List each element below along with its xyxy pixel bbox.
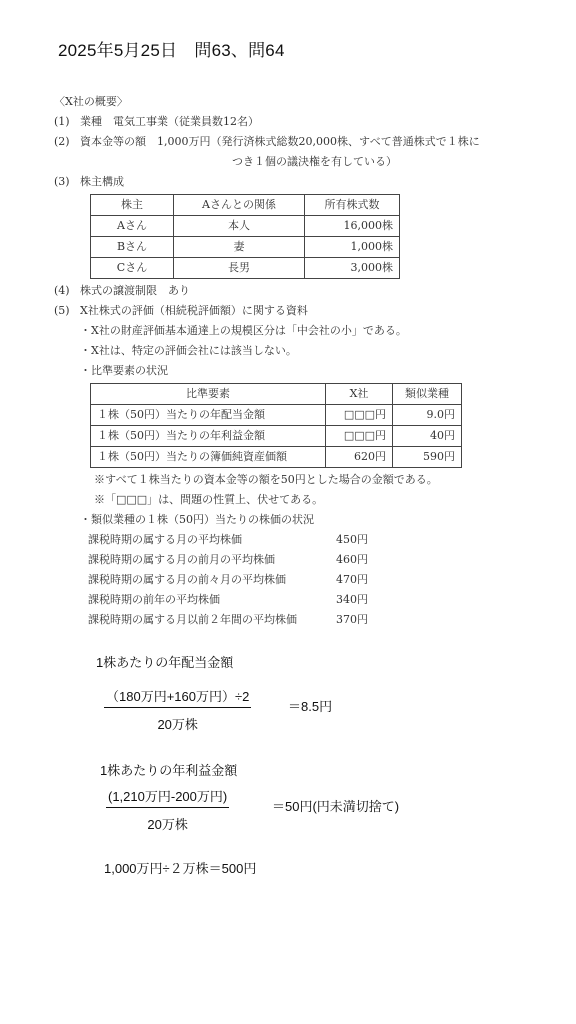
calc2-numerator: (1,210万円-200万円) xyxy=(106,786,229,808)
item-1 xyxy=(54,112,534,132)
price-value: 340円 xyxy=(336,593,368,606)
calc3-line: 1,000万円÷２万株＝500円 xyxy=(104,861,257,876)
table-header: 所有株式数 xyxy=(305,195,400,216)
table-header: X社 xyxy=(326,384,393,405)
shareholder-table xyxy=(90,194,400,279)
table-cell: 590円 xyxy=(393,447,462,468)
item-3-num: (3) xyxy=(54,175,70,188)
item-1-num: (1) xyxy=(54,115,70,128)
table-row xyxy=(91,405,462,426)
table-cell: １株（50円）当たりの簿価純資産価額 xyxy=(91,447,326,468)
table-cell: Aさん xyxy=(91,216,174,237)
calc2-denominator: 20万株 xyxy=(147,817,188,832)
element-table xyxy=(90,383,462,468)
problem-scan xyxy=(54,92,534,630)
item-5-num: (5) xyxy=(54,304,70,317)
table-cell: 本人 xyxy=(174,216,305,237)
item-4-text: 株式の譲渡制限 あり xyxy=(80,284,190,297)
calc2-fraction xyxy=(106,786,229,833)
bullet-size: ・X社の財産評価基本通達上の規模区分は「中会社の小」である。 xyxy=(80,324,407,337)
price-row xyxy=(54,610,534,630)
table-cell: Bさん xyxy=(91,237,174,258)
item-4-num: (4) xyxy=(54,284,70,297)
note-1: ※すべて１株当たりの資本金等の額を50円とした場合の金額である。 xyxy=(94,473,438,486)
overview-title: 〈X社の概要〉 xyxy=(54,95,128,108)
price-row xyxy=(54,530,534,550)
price-label: 課税時期の属する月の平均株価 xyxy=(88,533,242,546)
table-row xyxy=(91,258,400,279)
price-value: 370円 xyxy=(336,613,368,626)
table-cell: □□□円 xyxy=(326,405,393,426)
table-cell: 16,000株 xyxy=(305,216,400,237)
table-cell: 1,000株 xyxy=(305,237,400,258)
calc1-fraction xyxy=(104,686,251,733)
table-cell: １株（50円）当たりの年利益金額 xyxy=(91,426,326,447)
calc2-result: ＝50円(円未満切捨て) xyxy=(272,799,400,814)
price-row xyxy=(54,590,534,610)
table-cell: 9.0円 xyxy=(393,405,462,426)
table-cell: 妻 xyxy=(174,237,305,258)
note-2: ※「□□□」は、問題の性質上、伏せてある。 xyxy=(94,493,324,506)
table-header: 類似業種 xyxy=(393,384,462,405)
table-row xyxy=(91,216,400,237)
item-2-num: (2) xyxy=(54,135,70,148)
price-row xyxy=(54,570,534,590)
table-row xyxy=(91,447,462,468)
table-header: 比準要素 xyxy=(91,384,326,405)
table-row xyxy=(91,426,462,447)
table-header-row xyxy=(91,384,462,405)
price-label: 課税時期の属する月の前月の平均株価 xyxy=(88,553,275,566)
bullet-special: ・X社は、特定の評価会社には該当しない。 xyxy=(80,344,297,357)
table-header-row xyxy=(91,195,400,216)
table-header: 株主 xyxy=(91,195,174,216)
price-row xyxy=(54,550,534,570)
price-label: 課税時期の属する月以前２年間の平均株価 xyxy=(88,613,297,626)
item-2-continuation: つき１個の議決権を有している） xyxy=(232,155,397,168)
calc1-title: 1株あたりの年配当金額 xyxy=(96,655,234,670)
table-cell: 3,000株 xyxy=(305,258,400,279)
price-title: ・類似業種の１株（50円）当たりの株価の状況 xyxy=(80,513,314,526)
table-cell: 長男 xyxy=(174,258,305,279)
calc1-result: ＝8.5円 xyxy=(288,699,333,714)
item-1-text: 業種 電気工事業（従業員数12名） xyxy=(80,115,259,128)
table-row xyxy=(91,237,400,258)
item-5-text: X社株式の評価（相続税評価額）に関する資料 xyxy=(80,304,308,317)
price-label: 課税時期の属する月の前々月の平均株価 xyxy=(88,573,286,586)
item-4 xyxy=(54,281,534,301)
item-2-text: 資本金等の額 1,000万円（発行済株式総数20,000株、すべて普通株式で１株に xyxy=(80,135,480,148)
price-value: 470円 xyxy=(336,573,368,586)
table-cell: Cさん xyxy=(91,258,174,279)
price-value: 450円 xyxy=(336,533,368,546)
table-cell: 620円 xyxy=(326,447,393,468)
table-cell: 40円 xyxy=(393,426,462,447)
table-header: Aさんとの関係 xyxy=(174,195,305,216)
item-5 xyxy=(54,301,534,321)
item-3 xyxy=(54,172,534,192)
page-heading: 2025年5月25日 問63、問64 xyxy=(58,41,285,60)
bullet-elements: ・比準要素の状況 xyxy=(80,364,168,377)
calc1-numerator: （180万円+160万円）÷2 xyxy=(104,686,251,708)
item-3-text: 株主構成 xyxy=(80,175,124,188)
calc1-denominator: 20万株 xyxy=(157,717,198,732)
table-cell: １株（50円）当たりの年配当金額 xyxy=(91,405,326,426)
item-2 xyxy=(54,132,534,152)
price-label: 課税時期の前年の平均株価 xyxy=(88,593,220,606)
price-value: 460円 xyxy=(336,553,368,566)
table-cell: □□□円 xyxy=(326,426,393,447)
calc2-title: 1株あたりの年利益金額 xyxy=(100,763,238,778)
